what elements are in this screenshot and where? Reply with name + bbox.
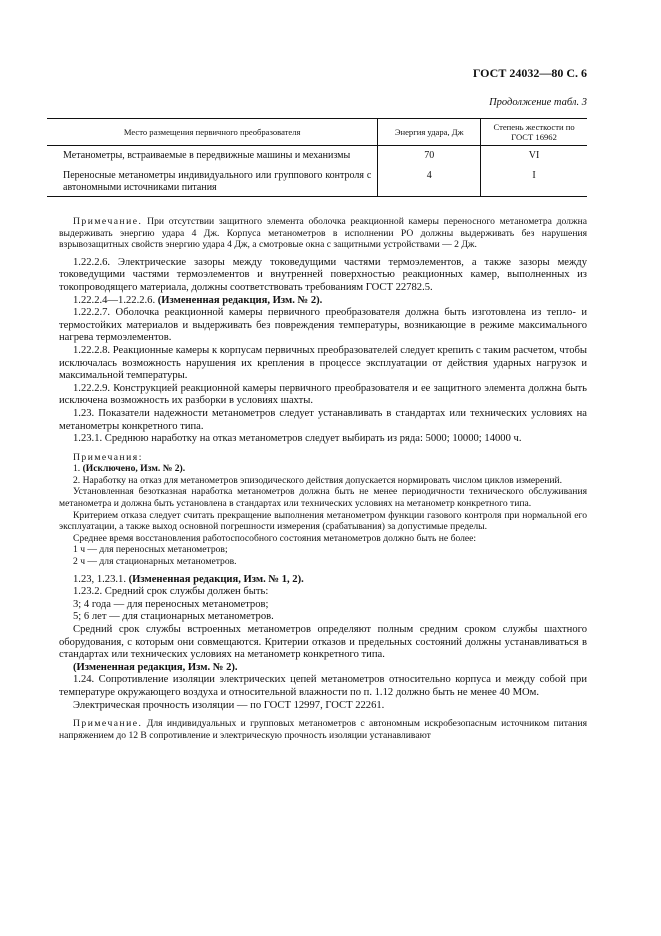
table-header-row [47,119,587,146]
document-body [59,216,587,741]
cell-degree: VI [481,146,587,163]
paragraph-1-22-2-8: 1.22.2.8. Реакционные камеры к корпусам первичных преобразователей следует крепить с таким расчетом, чтобы исключалась возможность нарушения их крепления в процессе эксплуатации от действия ударных нагрузок и максимальной температуры. [59,344,587,382]
note-item: 2. Наработку на отказ для метанометров эпизодического действия допускается нормировать числом циклов измерений. [73,474,563,486]
col-header-place: Место размещения первичного преобразователя [47,119,378,146]
cell-energy: 70 [378,146,481,163]
note-1: Примечание. При отсутствии защитного элемента оболочка реакционной камеры переносного метанометра должна выдерживать энергию удара 4 Дж. Корпуса метанометров в исполнении РО должны выдерживать без нарушения взрывозащитных свойств энергию удара 4 Дж, а смотровые окна с защитными устройствами — 2 Дж. [59,216,587,251]
paragraph-insulation-strength: Электрическая прочность изоляции — по ГОСТ 12997, ГОСТ 22261. [73,699,385,711]
note-3: Примечание. Для индивидуальных и групповых метанометров с автономным искробезопасным источником питания напряжением до 12 В сопротивление и электрическую прочность изоляции устанавливают [59,718,587,741]
hardness-table [47,118,587,197]
table-row [47,146,587,163]
paragraph-built-in-service-life: Средний срок службы встроенных метанометров определяют полным средним сроком службы шахтного оборудования, с которым они совмещаются. Критерии отказов и предельных состояний должны устанавливаться в стандартах или технических условиях на метанометр конкретного типа. [59,624,587,661]
note-item: 2 ч — для стационарных метанометров. [73,556,237,568]
document-header: ГОСТ 24032—80 С. 6 [472,66,587,80]
note-item: Среднее время восстановления работоспособного состояния метанометров должно быть не более: [73,532,477,544]
note-item: Установленная безотказная наработка метанометров должна быть не менее периодичности технического обслуживания метанометра и должна быть установлена в стандартах или технических условиях на метанометр конкретного типа. [59,486,587,510]
notes-label: Примечания: [73,451,143,463]
note-item: 1. (Исключено, Изм. № 2). [73,463,186,475]
col-header-energy: Энергия удара, Дж [378,119,481,146]
amendment-1-23: 1.23, 1.23.1. (Измененная редакция, Изм. № 1, 2). [73,573,304,585]
cell-energy: 4 [378,162,481,197]
cell-degree: I [481,162,587,197]
paragraph-1-23-1: 1.23.1. Среднюю наработку на отказ метанометров следует выбирать из ряда: 5000; 10000; 14000 ч. [73,433,522,445]
table-row [47,162,587,197]
table-continuation-label: Продолжение табл. 3 [489,97,587,108]
note-item: 1 ч — для переносных метанометров; [73,544,228,556]
paragraph-1-23-2: 1.23.2. Средний срок службы должен быть: [73,586,269,598]
cell-place: Переносные метанометры индивидуального или группового контроля с автономными источниками питания [47,162,378,197]
paragraph-1-22-2-9: 1.22.2.9. Конструкцией реакционной камеры первичного преобразователя и ее защитного элемента должна быть исключена возможность их разборки в условиях шахты. [59,382,587,407]
paragraph-1-24: 1.24. Сопротивление изоляции электрических цепей метанометров относительно корпуса и между собой при температуре окружающего воздуха и относительной влажности по п. 1.12 должно быть не менее 40 МОм. [59,674,587,698]
service-life-stationary: 5; 6 лет — для стационарных метанометров. [73,611,274,623]
notes-block [59,452,587,568]
service-life-portable: 3; 4 года — для переносных метанометров; [73,598,269,610]
paragraph-1-22-2-7: 1.22.2.7. Оболочка реакционной камеры первичного преобразователя должна быть изготовлена из тепло- и термостойких материалов и выдерживать без повреждения температуры, возникающие в режиме максимального нагрева термоэлементов. [59,307,587,344]
paragraph-1-22-2-6: 1.22.2.6. Электрические зазоры между токоведущими частями термоэлементов, а также зазоры между токоведущими частями термоэлементов и внутренней поверхностью реакционных камер, выполненных из токопроводящего материала, должны соответствовать требованиям ГОСТ 22782.5. [59,256,587,293]
paragraph-1-23: 1.23. Показатели надежности метанометров следует устанавливать в стандартах или технических условиях на метанометры конкретного типа. [59,407,587,432]
amendment-note: (Измененная редакция, Изм. № 2). [73,661,238,673]
amendment-1-22-2-4: 1.22.2.4—1.22.2.6. (Измененная редакция, Изм. № 2). [73,294,323,306]
cell-place: Метанометры, встраиваемые в передвижные машины и механизмы [63,150,351,161]
note-item: Критерием отказа следует считать прекращение выполнения метанометром функции газового контроля при нормальной его эксплуатации, а также выход основной погрешности измерения (срабатывания) за допустимые пределы. [59,509,587,533]
col-header-degree: Степень жесткости по ГОСТ 16962 [481,119,587,146]
